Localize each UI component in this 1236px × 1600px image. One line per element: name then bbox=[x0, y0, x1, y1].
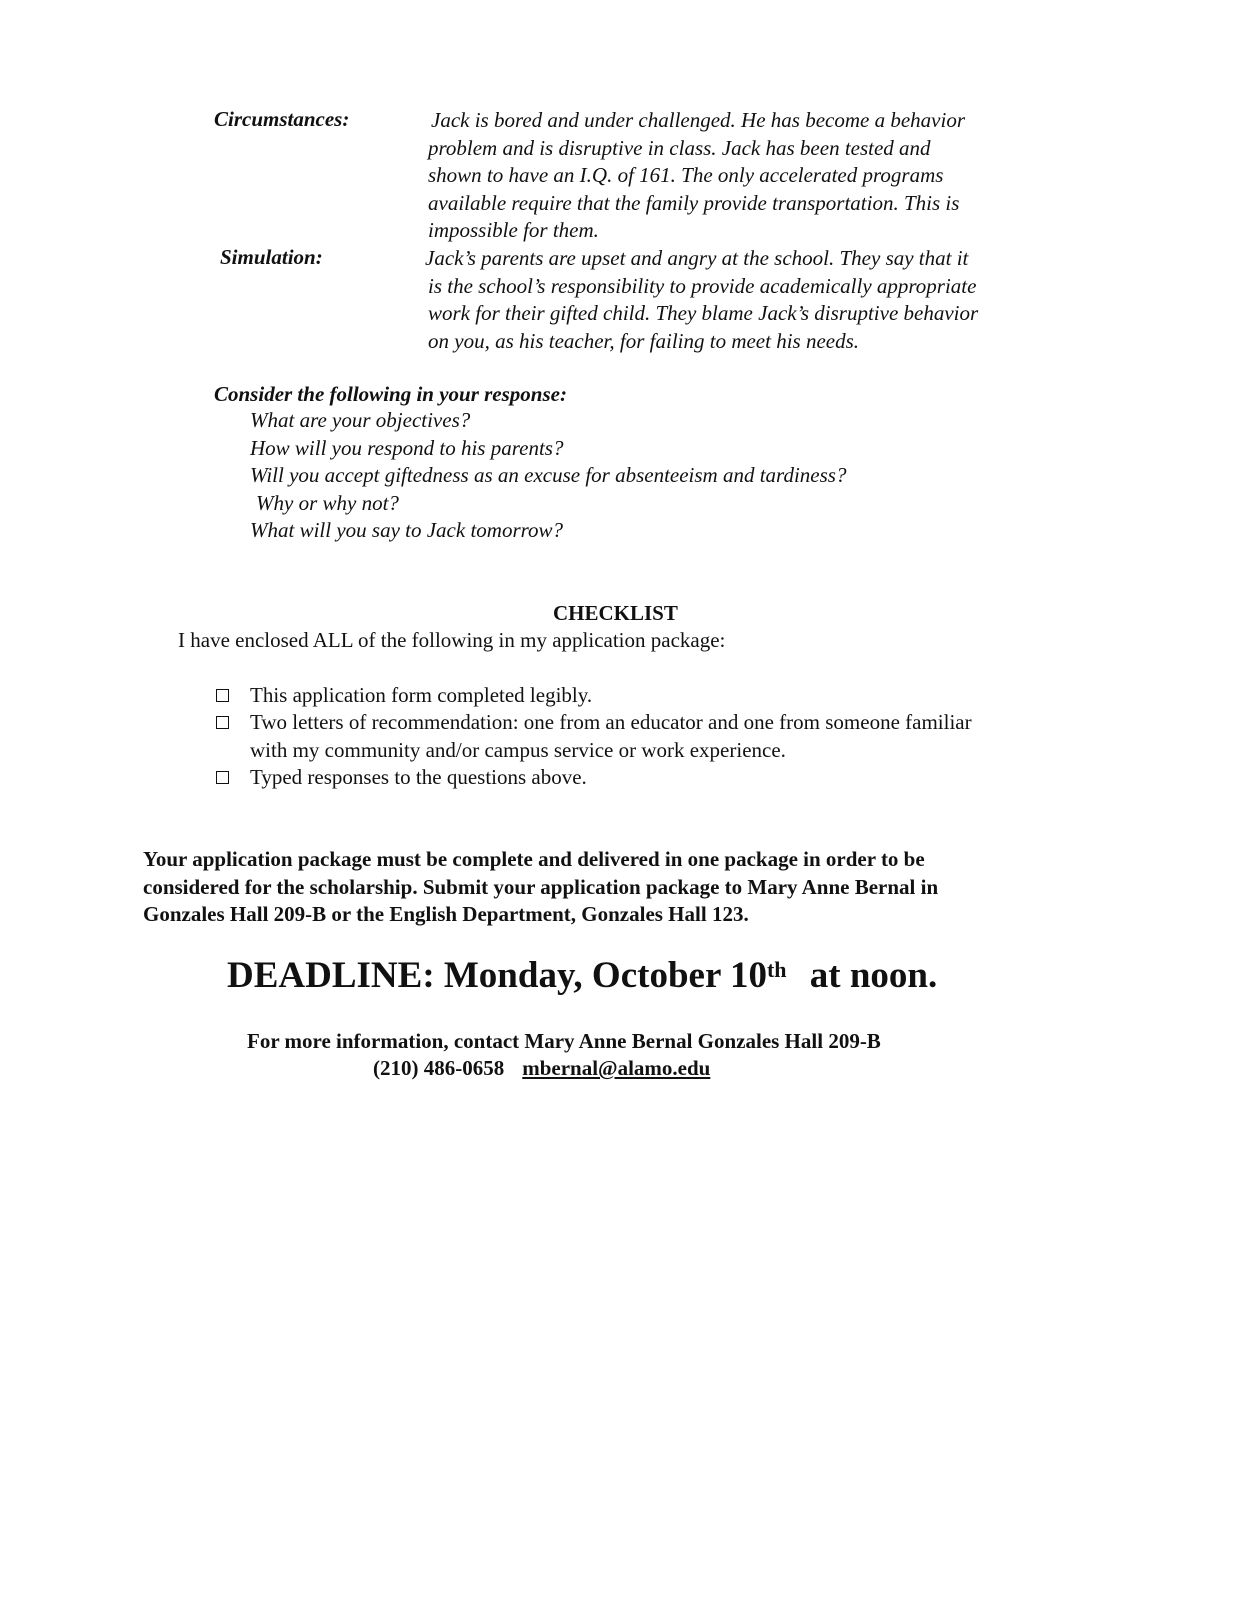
question-item: What are your objectives? bbox=[250, 408, 471, 432]
deadline-superscript: th bbox=[766, 957, 787, 982]
circumstances-line: available require that the family provide transportation. This is bbox=[428, 190, 960, 215]
simulation-line: work for their gifted child. They blame Jack’s disruptive behavior bbox=[428, 301, 979, 325]
checkbox-icon[interactable] bbox=[216, 689, 229, 702]
checklist-title: CHECKLIST bbox=[553, 601, 678, 625]
simulation-line: Jack’s parents are upset and angry at the school. They say that it bbox=[425, 246, 969, 270]
circumstances-line: Jack is bored and under challenged. He has become a behavior bbox=[431, 108, 965, 132]
simulation-text bbox=[425, 245, 978, 355]
question-item: Will you accept giftedness as an excuse for absenteeism and tardiness? bbox=[250, 463, 847, 487]
notice-line: Gonzales Hall 209-B or the English Department, Gonzales Hall 123. bbox=[143, 902, 749, 926]
circumstances-line: problem and is disruptive in class. Jack has been tested and bbox=[428, 135, 931, 160]
checklist-intro: I have enclosed ALL of the following in my application package: bbox=[178, 628, 726, 652]
circumstances-text bbox=[428, 107, 965, 245]
contact-email-link[interactable]: mbernal@alamo.edu bbox=[522, 1056, 711, 1080]
simulation-line: is the school’s responsibility to provide academically appropriate bbox=[428, 273, 977, 298]
checklist-item-text: Two letters of recommendation: one from an educator and one from someone familiar bbox=[250, 710, 972, 734]
question-item: Why or why not? bbox=[256, 490, 399, 515]
consider-heading: Consider the following in your response: bbox=[214, 382, 567, 406]
checklist-item-text: This application form completed legibly. bbox=[250, 683, 593, 707]
question-item: How will you respond to his parents? bbox=[250, 435, 564, 460]
deadline-date: DEADLINE: Monday, October 10 bbox=[227, 955, 767, 996]
circumstances-line: shown to have an I.Q. of 161. The only accelerated programs bbox=[428, 163, 944, 187]
notice-line: Your application package must be complete and delivered in one package in order to be bbox=[143, 847, 925, 871]
submission-notice bbox=[143, 846, 938, 929]
deadline-time: at noon. bbox=[809, 955, 938, 996]
circumstances-label: Circumstances: bbox=[214, 107, 350, 131]
circumstances-line: impossible for them. bbox=[428, 218, 599, 242]
notice-line: considered for the scholarship. Submit your application package to Mary Anne Bernal in bbox=[143, 874, 939, 899]
simulation-line: on you, as his teacher, for failing to meet his needs. bbox=[428, 328, 860, 353]
checkbox-icon[interactable] bbox=[216, 716, 229, 729]
question-item: What will you say to Jack tomorrow? bbox=[250, 518, 564, 542]
simulation-label: Simulation: bbox=[220, 245, 323, 269]
checkbox-icon[interactable] bbox=[216, 771, 229, 784]
contact-details bbox=[373, 1055, 710, 1083]
question-list bbox=[250, 407, 846, 545]
checklist-item-text: with my community and/or campus service or work experience. bbox=[250, 738, 786, 762]
checklist-item-text: Typed responses to the questions above. bbox=[250, 765, 587, 789]
contact-phone: (210) 486-0658 bbox=[373, 1056, 505, 1080]
contact-line: For more information, contact Mary Anne Bernal Gonzales Hall 209-B bbox=[247, 1029, 881, 1053]
deadline-heading bbox=[227, 952, 937, 1000]
